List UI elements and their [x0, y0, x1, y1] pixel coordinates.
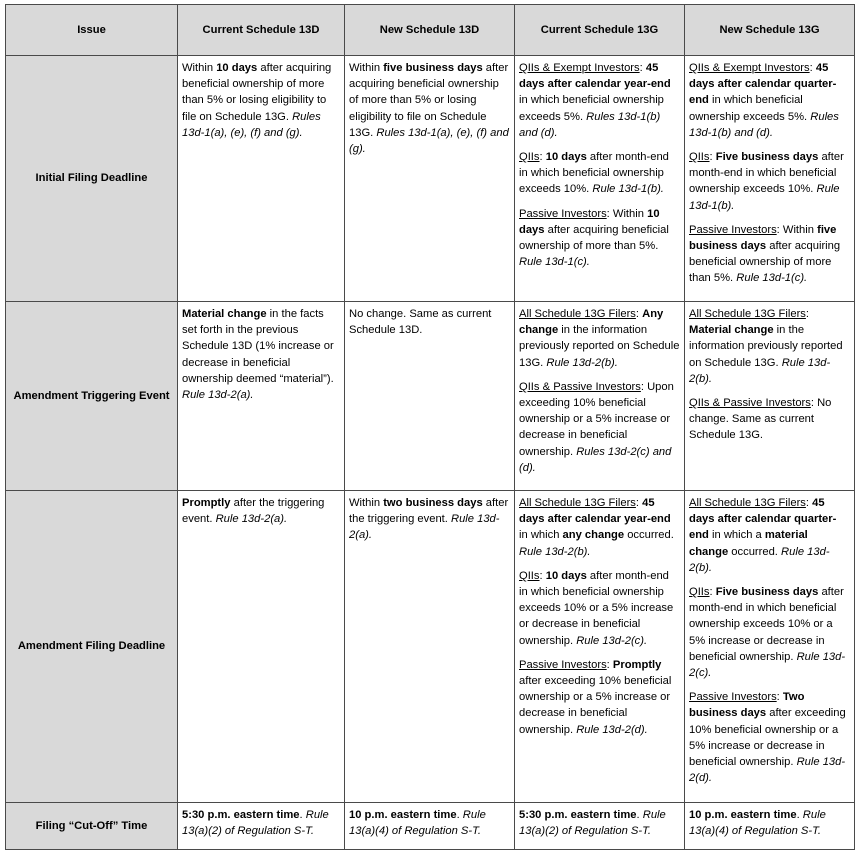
cell-paragraph	[519, 206, 680, 271]
table-cell	[685, 56, 855, 302]
emphasized-text: 10 days	[545, 151, 587, 164]
investor-category-label: All Schedule 13G Filers	[519, 308, 636, 320]
investor-category-label: QIIs & Exempt Investors	[689, 62, 810, 74]
table-cell	[345, 803, 515, 850]
cell-text: .	[636, 809, 643, 821]
cell-text: :	[776, 691, 783, 704]
cell-text: after month-end in which beneficial ownership exceeds 10%.	[689, 151, 844, 196]
table-row	[6, 56, 855, 302]
table-cell	[178, 56, 345, 302]
cell-text: :	[809, 62, 816, 74]
emphasized-text: Two business days	[689, 691, 805, 720]
cell-text: :	[539, 569, 546, 582]
table-row	[6, 803, 855, 850]
cell-text: :	[539, 151, 546, 164]
table-cell	[685, 491, 855, 803]
cell-text: :	[639, 62, 646, 74]
cell-text: after acquiring beneficial ownership of more than 5% or losing eligibility to file on Schedule 13G.	[349, 62, 509, 139]
table-cell	[345, 56, 515, 302]
investor-category-label: QIIs	[689, 586, 710, 599]
rule-citation: Rule 13d-2(d).	[689, 756, 846, 785]
emphasized-text: Any change	[519, 308, 664, 337]
emphasized-text: two business days	[383, 497, 483, 509]
header-current-13d: Current Schedule 13D	[178, 5, 345, 56]
rule-citation: Rule 13d-2(a).	[349, 513, 500, 542]
cell-paragraph	[689, 689, 850, 786]
investor-category-label: Passive Investors	[689, 223, 777, 236]
cell-text: in which a	[708, 529, 765, 542]
rule-citation: Rule 13d-1(c).	[519, 256, 590, 269]
investor-category-label: QIIs & Exempt Investors	[519, 62, 640, 74]
cell-text: occurred.	[624, 529, 674, 542]
cell-text: after acquiring beneficial ownership of more than 5% or losing eligibility to file on Schedule 13G.	[182, 62, 332, 123]
investor-category-label: Passive Investors	[689, 691, 777, 704]
cell-text: :	[805, 308, 810, 320]
row-issue-label: Filing “Cut-Off” Time	[6, 803, 178, 850]
emphasized-text: 10 p.m. eastern time	[349, 809, 457, 821]
cell-text: after the triggering event.	[349, 497, 509, 526]
table-cell	[515, 302, 685, 491]
table-cell	[345, 302, 515, 491]
cell-text: in the information previously reported on Schedule 13G.	[519, 324, 680, 369]
cell-text: Within	[182, 62, 217, 74]
rule-citation: Rule 13d-1(c).	[736, 272, 808, 285]
emphasized-text: Promptly	[612, 658, 662, 671]
investor-category-label: Passive Investors	[519, 658, 607, 671]
cell-text: in which beneficial ownership exceeds 5%.	[689, 94, 811, 123]
emphasized-text: Material change	[689, 324, 774, 337]
table-row	[6, 491, 855, 803]
cell-text: .	[456, 809, 463, 821]
emphasized-text: five business days	[689, 223, 837, 253]
cell-paragraph	[519, 60, 680, 141]
cell-paragraph	[689, 60, 850, 141]
cell-text: : Within	[606, 207, 648, 220]
cell-text: :	[635, 308, 643, 320]
header-new-13g: New Schedule 13G	[685, 5, 855, 56]
emphasized-text: Promptly	[182, 497, 231, 509]
investor-category-label: QIIs	[519, 569, 540, 582]
emphasized-text: Material change	[182, 308, 267, 320]
cell-paragraph	[519, 379, 680, 476]
cell-text: after month-end in which beneficial ownership exceeds 10% or a 5% increase or decrease in beneficial ownership.	[689, 586, 844, 663]
cell-text: after month-end in which beneficial ownership exceeds 10%.	[519, 151, 669, 196]
cell-text: after acquiring beneficial ownership of more than 5%.	[519, 223, 669, 253]
cell-paragraph	[182, 495, 340, 527]
cell-text: in the information previously reported on Schedule 13G.	[689, 324, 843, 369]
table-cell	[515, 803, 685, 850]
header-new-13d: New Schedule 13D	[345, 5, 515, 56]
table-cell	[178, 302, 345, 491]
row-issue-label: Amendment Filing Deadline	[6, 491, 178, 803]
rule-citation: Rule 13d-2(d).	[576, 723, 648, 736]
cell-paragraph	[349, 495, 510, 544]
investor-category-label: Passive Investors	[519, 207, 607, 220]
cell-paragraph	[519, 807, 680, 839]
cell-text: after the triggering event.	[182, 497, 325, 526]
emphasized-text: 10 days	[519, 207, 660, 236]
cell-paragraph	[349, 306, 510, 338]
cell-text: :	[709, 151, 716, 164]
table-cell	[685, 803, 855, 850]
rule-citation: Rule 13d-2(b).	[519, 545, 591, 558]
cell-text: :	[635, 497, 643, 509]
rule-citation: Rule 13d-2(a).	[215, 513, 288, 526]
emphasized-text: 45 days after calendar year-end	[519, 497, 671, 526]
rule-citation: Rule 13d-2(b).	[546, 356, 618, 369]
table-cell	[345, 491, 515, 803]
cell-text: : Within	[776, 223, 818, 236]
rule-citation: Rule 13d-2(b).	[689, 545, 830, 574]
header-issue: Issue	[6, 5, 178, 56]
cell-paragraph	[519, 568, 680, 649]
rule-citation: Rule 13d-2(c).	[689, 650, 846, 680]
rule-citation: Rule 13d-2(b).	[689, 356, 831, 385]
cell-text: Within	[349, 497, 384, 509]
cell-text: after month-end in which beneficial ownership exceeds 10% or a 5% increase or decrease in beneficial ownership.	[519, 569, 674, 647]
cell-text: Within	[349, 62, 384, 74]
emphasized-text: 5:30 p.m. eastern time	[519, 809, 637, 821]
investor-category-label: All Schedule 13G Filers	[689, 497, 806, 509]
investor-category-label: All Schedule 13G Filers	[519, 497, 636, 509]
cell-text: in which beneficial ownership exceeds 5%.	[519, 94, 664, 123]
cell-text: No change. Same as current Schedule 13D.	[349, 308, 492, 337]
header-current-13g: Current Schedule 13G	[515, 5, 685, 56]
rule-citation: Rules 13d-1(b) and (d).	[689, 110, 839, 139]
rule-citation: Rules 13d-2(c) and (d).	[519, 445, 672, 474]
cell-text: :	[709, 586, 716, 599]
emphasized-text: five business days	[383, 62, 483, 74]
investor-category-label: QIIs	[689, 151, 710, 164]
emphasized-text: 10 days	[545, 569, 587, 582]
cell-paragraph	[689, 395, 850, 444]
row-issue-label: Initial Filing Deadline	[6, 56, 178, 302]
cell-text: after acquiring beneficial ownership of more than 5%.	[689, 240, 841, 285]
emphasized-text: any change	[562, 529, 625, 542]
cell-paragraph	[182, 306, 340, 403]
rule-citation: Rule 13d-1(b).	[592, 183, 664, 196]
emphasized-text: 45 days after calendar quarter-end	[689, 497, 837, 542]
table-cell	[515, 56, 685, 302]
rule-citation: Rule 13(a)(2) of Regulation S-T.	[182, 809, 329, 838]
emphasized-text: Five business days	[715, 586, 819, 599]
rule-citation: Rule 13(a)(4) of Regulation S-T.	[689, 809, 826, 838]
emphasized-text: 10 days	[216, 62, 258, 74]
cell-text: .	[299, 809, 306, 821]
header-row	[6, 5, 855, 56]
rule-citation: Rule 13(a)(2) of Regulation S-T.	[519, 809, 666, 838]
schedule-comparison-table	[5, 4, 855, 850]
cell-paragraph	[689, 222, 850, 287]
rule-citation: Rule 13d-2(a).	[182, 389, 254, 402]
rule-citation: Rules 13d-1(a), (e), (f) and (g).	[182, 110, 321, 139]
cell-paragraph	[689, 306, 850, 387]
investor-category-label: QIIs & Passive Investors	[689, 397, 811, 410]
cell-text: occurred.	[728, 545, 782, 558]
emphasized-text: 10 p.m. eastern time	[689, 809, 797, 821]
cell-paragraph	[182, 60, 340, 141]
emphasized-text: 45 days after calendar quarter-end	[689, 62, 837, 107]
table-cell	[178, 491, 345, 803]
cell-text: after exceeding 10% beneficial ownership or a 5% increase or decrease in beneficial ownership.	[519, 675, 672, 736]
emphasized-text: 5:30 p.m. eastern time	[182, 809, 300, 821]
emphasized-text: material change	[689, 529, 808, 558]
cell-text: in which	[519, 529, 563, 542]
cell-paragraph	[689, 495, 850, 576]
investor-category-label: QIIs & Passive Investors	[519, 380, 641, 393]
cell-text: :	[606, 658, 613, 671]
cell-text: : Upon exceeding 10% beneficial ownership or a 5% increase or decrease in beneficial ownership.	[519, 380, 674, 458]
table-cell	[515, 491, 685, 803]
cell-paragraph	[689, 584, 850, 681]
cell-paragraph	[349, 807, 510, 839]
cell-paragraph	[349, 60, 510, 157]
cell-text: .	[796, 809, 803, 821]
table-cell	[685, 302, 855, 491]
emphasized-text: Five business days	[715, 151, 819, 164]
cell-paragraph	[689, 807, 850, 839]
rule-citation: Rule 13d-2(c).	[576, 634, 648, 647]
rule-citation: Rule 13d-1(b).	[689, 183, 840, 212]
rule-citation: Rules 13d-1(b) and (d).	[519, 110, 661, 139]
cell-text: : No change. Same as current Schedule 13G.	[689, 397, 832, 442]
rule-citation: Rule 13(a)(4) of Regulation S-T.	[349, 809, 486, 838]
cell-text: in the facts set forth in the previous Schedule 13D (1% increase or decrease in beneficial ownership deemed “material”).	[182, 308, 334, 385]
row-issue-label: Amendment Triggering Event	[6, 302, 178, 491]
investor-category-label: QIIs	[519, 151, 540, 164]
cell-paragraph	[519, 306, 680, 371]
cell-paragraph	[519, 149, 680, 198]
table-row	[6, 302, 855, 491]
cell-text: :	[805, 497, 813, 509]
cell-paragraph	[689, 149, 850, 214]
table-cell	[178, 803, 345, 850]
cell-paragraph	[519, 495, 680, 560]
cell-paragraph	[519, 657, 680, 738]
rule-citation: Rules 13d-1(a), (e), (f) and (g).	[349, 126, 509, 156]
emphasized-text: 45 days after calendar year-end	[519, 62, 671, 91]
cell-text: after exceeding 10% beneficial ownership or a 5% increase or decrease in beneficial ownership.	[689, 707, 846, 769]
investor-category-label: All Schedule 13G Filers	[689, 308, 806, 320]
cell-paragraph	[182, 807, 340, 839]
